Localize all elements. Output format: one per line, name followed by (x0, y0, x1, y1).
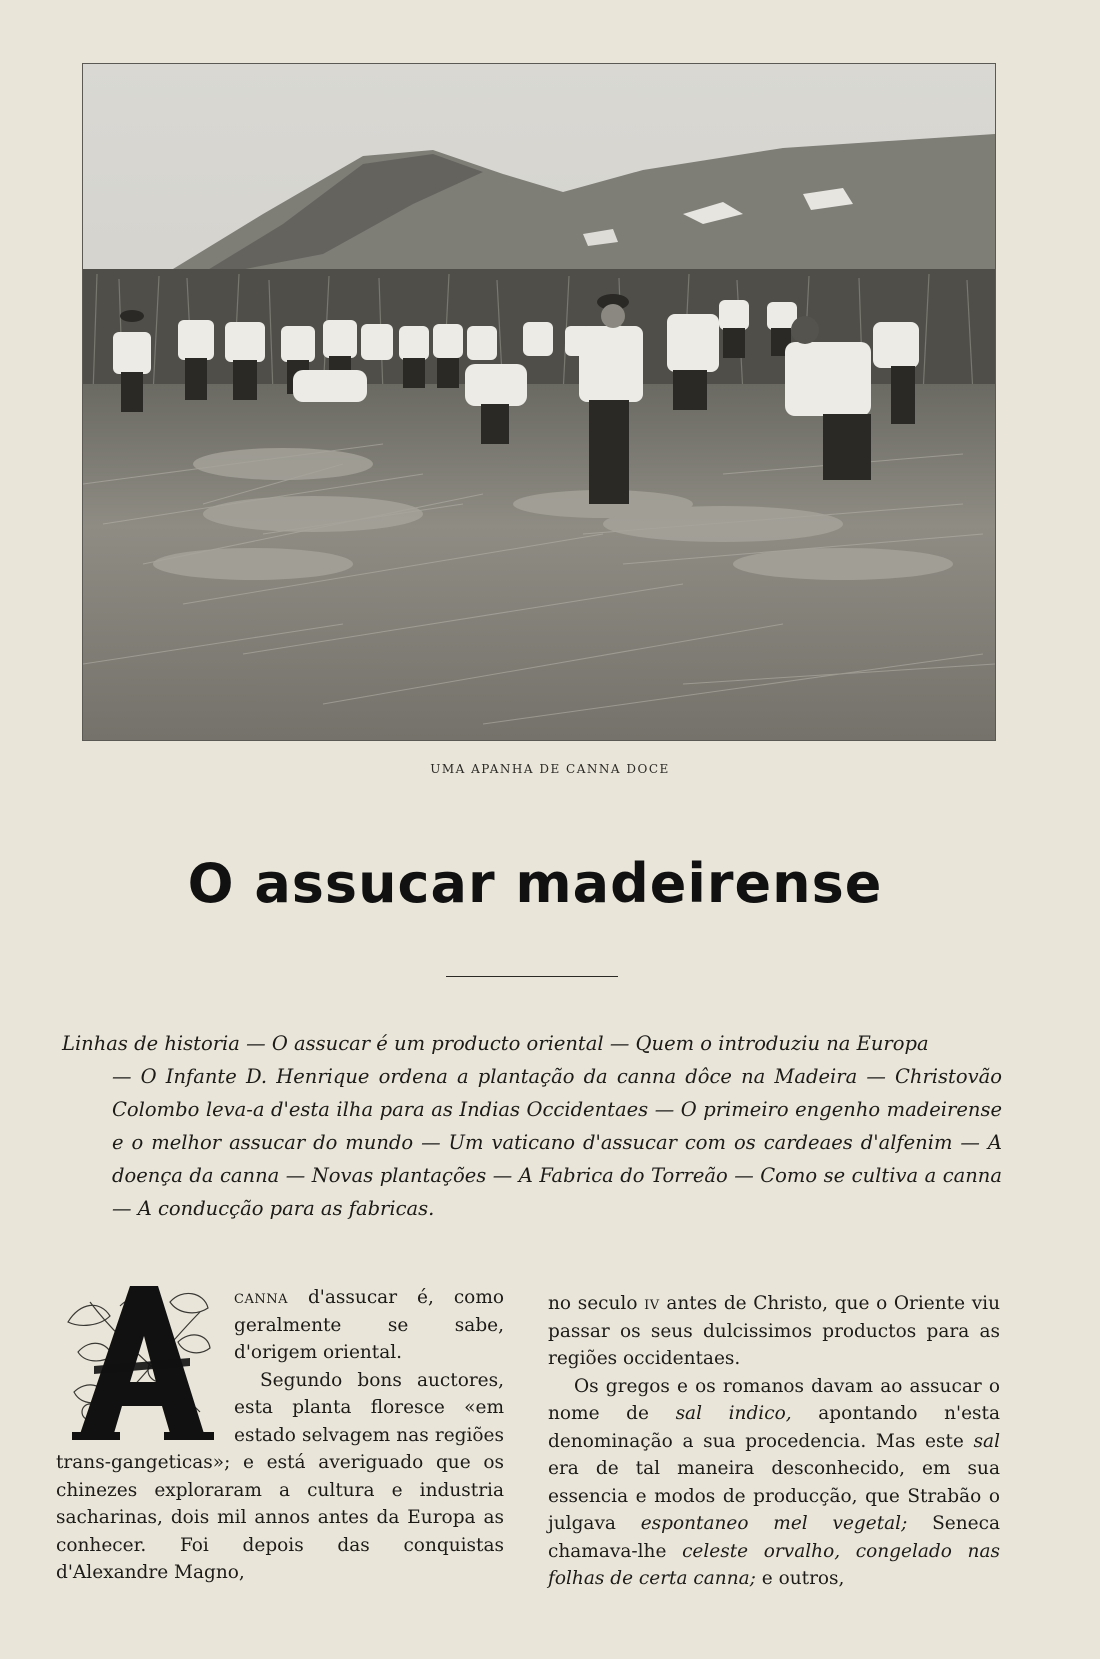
dropcap-a-icon (60, 1282, 218, 1444)
col2-paragraph-2 (548, 1373, 1000, 1593)
summary-first-line: Linhas de historia — O assucar é um producto oriental — Quem o introduziu na Europa (62, 1032, 929, 1055)
article-column-1 (56, 1284, 504, 1587)
article-title: O assucar madeirense (187, 852, 883, 915)
lead-word: canna (234, 1287, 288, 1308)
photo-caption: UMA APANHA DE CANNA DOCE (430, 762, 670, 776)
term-sal-indico: sal indico, (675, 1403, 792, 1424)
article-column-2 (548, 1290, 1000, 1593)
col1-paragraph-2: Segundo bons auctores, esta planta floresce «em estado selvagem nas regiões trans-gangeticas»; e está averiguado que os chinezes exploraram a cultura e industria sacharinas, dois mil annos antes da Europa as conhecer. Foi depois das conquistas d'Alexandre Magno, (56, 1369, 504, 1583)
summary-rest: — O Infante D. Henrique ordena a plantação da canna dôce na Madeira — Christovão Colombo leva-a d'esta ilha para as Indias Occidentaes — O primeiro engenho madeirense e o melhor assucar do mundo — Um vaticano d'assucar com os cardeaes d'alfenim — A doença da canna — Novas plantações — A Fabrica do Torreão — Como se cultiva a canna — A conducção para as fabricas. (112, 1065, 1002, 1220)
term-celeste-orvalho: celeste orvalho, congelado nas folhas de certa canna; (548, 1540, 1000, 1589)
col2-p2-text-d: Seneca chamava-lhe (548, 1513, 1000, 1562)
col2-p2-text-e: e outros, (755, 1568, 845, 1589)
col2-p2-text-c: era de tal maneira desconhecido, em sua essencia e modos de producção, que Strabão o julgava (548, 1458, 1000, 1534)
century-numeral: iv (644, 1293, 660, 1314)
col2-p2-text-a: Os gregos e os romanos davam ao assucar o nome de (548, 1375, 1000, 1424)
col2-p1-text-b: antes de Christo, que o Oriente viu passar os seus dulcissimos productos para as regiões occidentaes. (548, 1293, 1000, 1369)
col2-paragraph-1 (548, 1290, 1000, 1373)
harvest-photo-illustration (83, 64, 995, 740)
col1-paragraph-1: d'assucar é, como geralmente se sabe, d'origem oriental. (234, 1287, 504, 1363)
ornamental-dropcap (60, 1282, 218, 1444)
term-mel-vegetal: espontaneo mel vegetal; (640, 1513, 908, 1534)
term-sal: sal (973, 1430, 1000, 1452)
article-summary (62, 1027, 1002, 1225)
col2-p1-text-a: no seculo (548, 1293, 645, 1314)
col2-p2-text-b: apontando n'esta denominação a sua procedencia. Mas este (548, 1403, 1001, 1452)
sugarcane-harvest-photo (82, 63, 996, 741)
title-divider (446, 976, 618, 977)
